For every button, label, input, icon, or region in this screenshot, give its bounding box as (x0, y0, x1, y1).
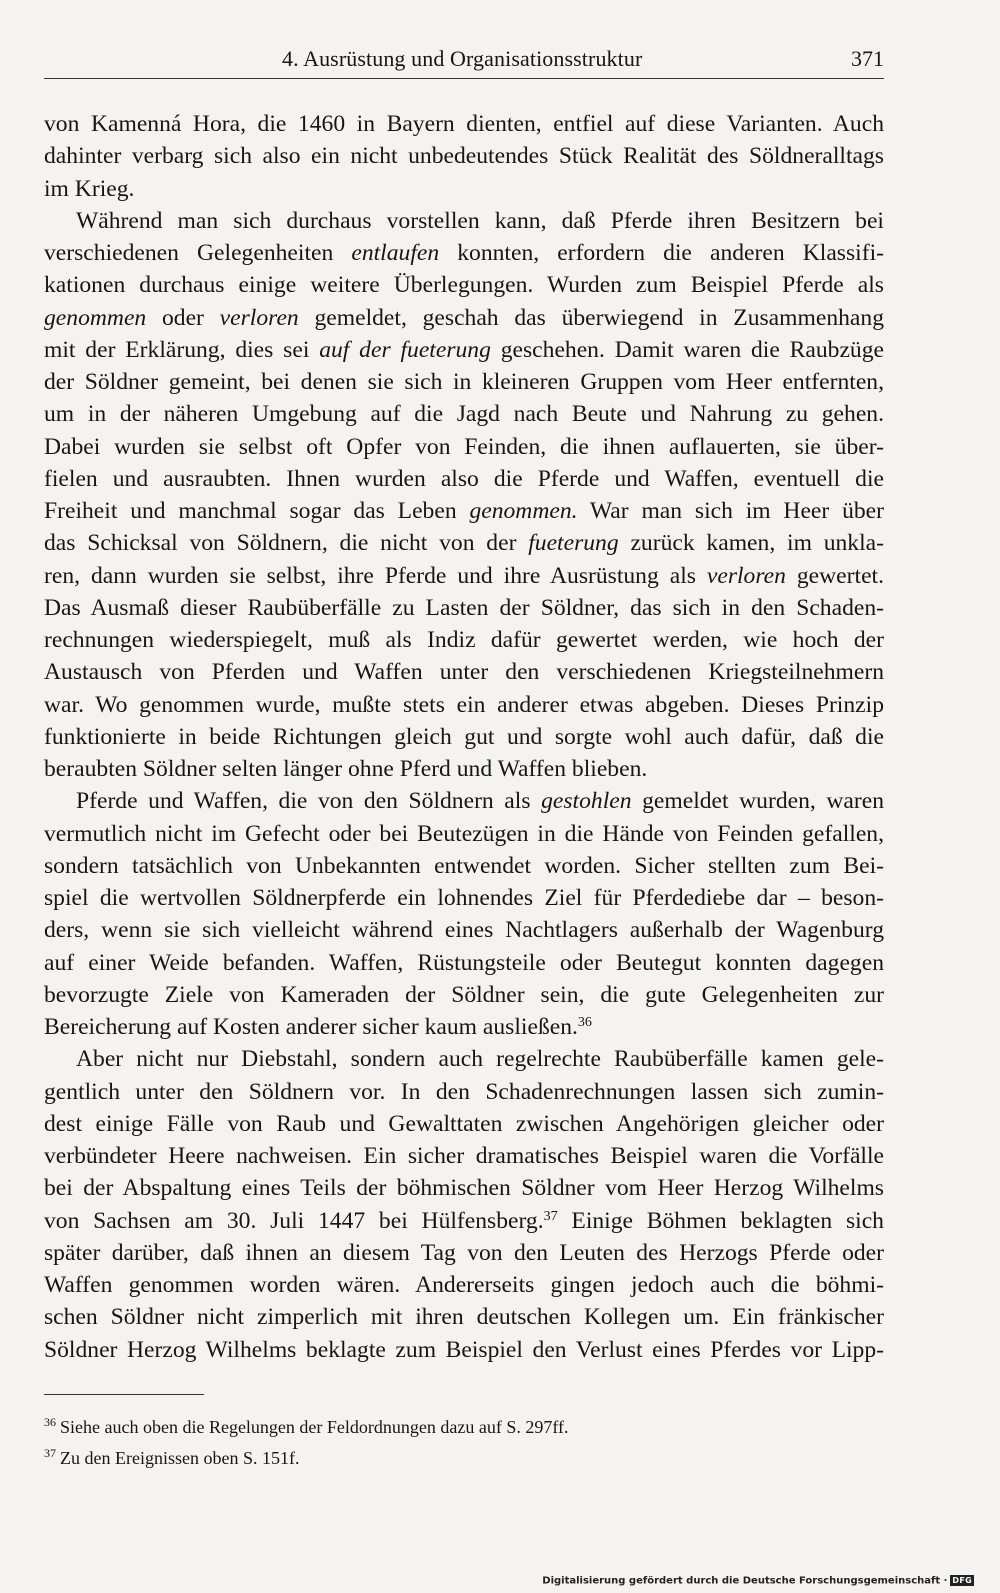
text-line: Bereicherung auf Kosten anderer sicher kaum ausließen.$^{36}$ (44, 1014, 592, 1040)
text-line: später darüber, daß ihnen an diesem Tag von den Leuten des Herzogs Pferde oder (44, 1239, 884, 1266)
footnote-37 (44, 1443, 884, 1474)
italic-term: gestohlen (541, 788, 632, 815)
text-line: Austausch von Pferden und Waffen unter den verschiedenen Kriegsteilnehmern (44, 659, 884, 686)
text-line: Aber nicht nur Diebstahl, sondern auch regelrechte Raubüberfälle kamen gele- (76, 1046, 884, 1073)
text-line: Söldner Herzog Wilhelms beklagte zum Beispiel den Verlust eines Pferdes vor Lipp- (44, 1336, 884, 1363)
text-line: genommen oder verloren gemeldet, geschah das überwiegend in Zusammenhang (44, 304, 884, 331)
text-line: Freiheit und manchmal sogar das Leben genommen. War man sich im Heer über (44, 498, 884, 524)
text-line: verbündeter Heere nachweisen. Ein sicher dramatisches Beispiel waren die Vorfälle (44, 1143, 884, 1169)
text-line: Pferde und Waffen, die von den Söldnern als gestohlen gemeldet wurden, waren (76, 788, 884, 815)
text-line: Das Ausmaß dieser Raubüberfälle zu Lasten der Söldner, das sich in den Schaden- (44, 594, 884, 621)
text-line: funktionierte in beide Richtungen gleich gut und sorgte wohl auch dafür, daß die (44, 723, 884, 750)
body-text (44, 108, 884, 1366)
footnote-text: Zu den Ereignissen oben S. 151f. (60, 1448, 300, 1468)
italic-term: fueterung (528, 530, 619, 557)
text-line: um in der näheren Umgebung auf die Jagd nach Beute und Nahrung zu gehen. (44, 401, 884, 428)
text-line: rechnungen wiederspiegelt, muß als Indiz dafür gewertet werden, wie hoch der (44, 627, 884, 653)
text-line: dest einige Fälle von Raub und Gewalttaten zwischen Angehörigen gleicher oder (44, 1110, 884, 1137)
text-line: spiel die wertvollen Söldnerpferde ein lohnendes Ziel für Pferdediebe dar – beson- (44, 885, 884, 911)
text-line: war. Wo genommen wurde, mußte stets ein anderer etwas abgeben. Dieses Prinzip (44, 691, 884, 718)
italic-term: verloren (219, 304, 299, 331)
text-line: Waffen genommen worden wären. Andererseits gingen jedoch auch die böhmi- (44, 1272, 884, 1298)
italic-term: entlaufen (351, 240, 440, 266)
footnote-ref-37[interactable]: 37 (543, 1208, 558, 1224)
footnotes (44, 1412, 884, 1474)
text-line: von Sachsen am 30. Juli 1447 bei Hülfensberg.$^{37}$ Einige Böhmen beklagten sich (44, 1207, 884, 1234)
running-head (44, 44, 884, 79)
text-line: der Söldner gemeint, bei denen sie sich in kleineren Gruppen vom Heer entfernten, (44, 369, 884, 395)
text-line: Während man sich durchaus vorstellen kann, daß Pferde ihren Besitzern bei (76, 207, 884, 234)
text-line: ders, wenn sie sich vielleicht während eines Nachtlagers außerhalb der Wagenburg (44, 917, 884, 944)
text-line: dahinter verbarg sich also ein nicht unbedeutendes Stück Realität des Söldneralltags (44, 143, 884, 170)
text-line: auf einer Weide befanden. Waffen, Rüstungsteile oder Beutegut konnten dagegen (44, 949, 884, 976)
dfg-logo-icon: DFG (952, 1576, 972, 1585)
footnote-number: 37 (44, 1446, 56, 1460)
text-line: von Kamenná Hora, die 1460 in Bayern dienten, entfiel auf diese Varianten. Auch (44, 111, 884, 137)
footnote-number: 36 (44, 1415, 56, 1429)
text-line: beraubten Söldner selten länger ohne Pferd und Waffen blieben. (44, 756, 648, 782)
text-line: mit der Erklärung, dies sei auf der fueterung geschehen. Damit waren die Raubzüge (44, 336, 884, 363)
footnote-36 (44, 1412, 884, 1443)
text-line: Dabei wurden sie selbst oft Opfer von Feinden, die ihnen auflauerten, sie über- (44, 433, 884, 460)
page-number: 371 (851, 46, 884, 71)
footnote-divider (44, 1394, 204, 1395)
chapter-title: 4. Ausrüstung und Organisationsstruktur (282, 46, 643, 71)
text-line: gentlich unter den Söldnern vor. In den Schadenrechnungen lassen sich zumin- (44, 1078, 884, 1105)
text-line: fielen und ausraubten. Ihnen wurden also die Pferde und Waffen, eventuell die (44, 465, 884, 492)
text-line: sondern tatsächlich von Unbekannten entwendet worden. Sicher stellten zum Bei- (44, 852, 884, 879)
italic-term: verloren (706, 562, 786, 589)
italic-term: genommen (44, 304, 147, 331)
text-line: bevorzugte Ziele von Kameraden der Söldner sein, die gute Gelegenheiten zur (44, 981, 884, 1008)
text-line: verschiedenen Gelegenheiten entlaufen konnten, erfordern die anderen Klassifi- (44, 240, 884, 266)
text-line: ren, dann wurden sie selbst, ihre Pferde und ihre Ausrüstung als verloren gewertet. (44, 562, 884, 589)
footnote-text: Siehe auch oben die Regelungen der Feldordnungen dazu auf S. 297ff. (60, 1417, 569, 1437)
text-line: kationen durchaus einige weitere Überlegungen. Wurden zum Beispiel Pferde als (44, 272, 884, 299)
text-line: schen Söldner nicht zimperlich mit ihren deutschen Kollegen um. Ein fränkischer (44, 1304, 884, 1331)
text-line: vermutlich nicht im Gefecht oder bei Beutezügen in die Hände von Feinden gefallen, (44, 820, 884, 847)
italic-term: auf der fueterung (319, 336, 491, 363)
text-line: bei der Abspaltung eines Teils der böhmischen Söldner vom Heer Herzog Wilhelms (44, 1175, 884, 1202)
footnote-ref-36[interactable]: 36 (577, 1015, 592, 1030)
text-line: das Schicksal von Söldnern, die nicht von der fueterung zurück kamen, im unkla- (44, 530, 884, 557)
digitization-credit: Digitalisierung gefördert durch die Deutsche Forschungsgemeinschaft · DFG (542, 1575, 972, 1587)
text-line: im Krieg. (44, 175, 135, 202)
italic-term: genommen. (469, 498, 578, 524)
